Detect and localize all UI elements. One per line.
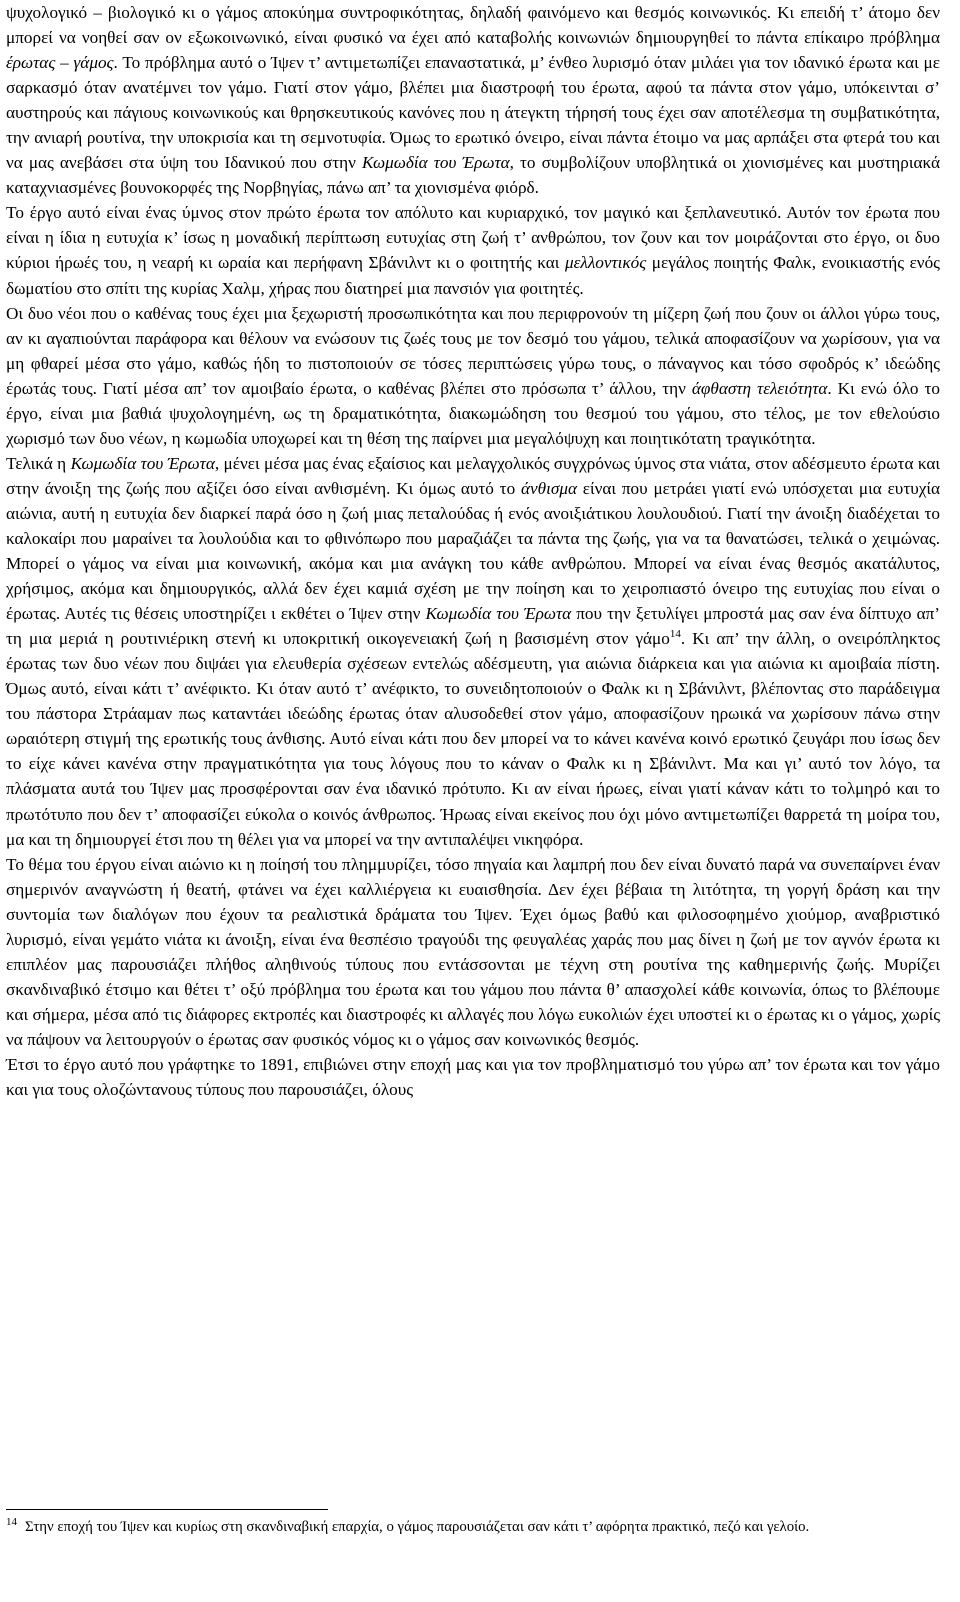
text-run: που την ξετυλίγει μπροστά μας σαν ένα δίπτυχο απ’ τη μια μεριά η ρουτινιέρικη στενή κι υποκριτική οικογενειακή ζωή η βασισμένη στον γάμο — [6, 604, 940, 649]
text-run: είναι που μετράει γιατί ενώ υπόσχεται μια ευτυχία αιώνια, αυτή η ευτυχία δεν διαρκεί παρά όσο η ζωή μιας πεταλούδας ή ενός ανοιξιάτικου λουλουδιού. Γιατί την άνοιξη διαδέχεται το καλοκαίρι που μαραίνει τα λουλούδια και το φθινόπωρο που μαραζιάζει τα πάντα της ζωής, για να τα θανατώσει, τελικά ο χειμώνας. Μπορεί ο γάμος να είναι μια κοινωνική, ακόμα και μια ανάγκη του κάθε ανθρώπου. Μπορεί να είναι ένας θεσμός ακατάλυτος, χρήσιμος, ακόμα και δημιουργικός, αλλά δεν έχει καμιά σχέση με την ποίηση και το χειροπιαστό όνειρο της ευτυχίας που είναι ο έρωτας. Αυτές τις θέσεις υποστηρίζει ι εκθέτει ο Ίψεν στην — [6, 478, 940, 624]
paragraph — [6, 301, 940, 451]
emphasized-text: Κωμωδία του Έρωτα — [70, 453, 215, 473]
paragraph — [6, 200, 940, 300]
paragraph — [6, 0, 940, 200]
text-run: Το έργο αυτό είναι ένας ύμνος στον πρώτο έρωτα τον απόλυτο και κυριαρχικό, τον μαγικό και ξεπλανευτικό. Αυτόν τον έρωτα που είναι η ίδια η ευτυχία κ’ ίσως η μοναδική περίπτωση ευτυχίας στη ζωή τ’ ανθρώπου, τον ζουν και τον μοιράζονται στο έργο, οι δυο κύριοι ήρωές του, η νεαρή κι ωραία και περήφανη Σβάνιλντ κι ο φοιτητής και — [6, 203, 940, 273]
emphasized-text: Κωμωδία του Έρωτα — [362, 153, 510, 173]
paragraph — [6, 451, 940, 852]
footnote-text: Στην εποχή του Ίψεν και κυρίως στη σκανδιναβική επαρχία, ο γάμος παρουσιάζεται σαν κάτι τ’ αφόρητα πρακτικό, πεζό και γελοίο. — [25, 1519, 810, 1535]
text-run: Τελικά η — [6, 453, 71, 473]
body-text — [6, 0, 940, 1102]
paragraph — [6, 1052, 940, 1102]
footnote-number: 14 — [6, 1516, 17, 1528]
emphasized-text: Κωμωδία του Έρωτα — [425, 604, 572, 624]
emphasized-text: άφθαστη τελειότητα — [691, 378, 828, 398]
emphasized-text: έρωτας – γάμος — [6, 53, 114, 73]
text-run: Το θέμα του έργου είναι αιώνιο κι η ποίησή του πλημμυρίζει, τόσο πηγαία και λαμπρή που δεν είναι δυνατό παρά να συνεπαίρνει έναν σημερινόν αναγνώστη ή θεατή, φτάνει να έχει καλλιέργεια κι ευαισθησία. Δεν έχει βέβαια τη λιτότητα, τη γοργή δράση και την συντομία των διαλόγων που έχουν τα ρεαλιστικά δράματα του Ίψεν. Έχει όμως βαθύ και φιλοσοφημένο χιούμορ, αναβριστικό λυρισμό, είναι γεμάτο νιάτα κι άνοιξη, είναι ένα θεσπέσιο τραγούδι της φευγαλέας χαράς που μας δίνει η ζωή με τον αγνόν έρωτα κι επιπλέον μας παρουσιάζει πλήθος αληθινούς τύπους που εντάσσονται με τέχνη στη ρουτίνα της καθημερινής ζωής. Μυρίζει σκανδιναβικό έτσιμο και θέτει τ’ οξύ πρόβλημα του έρωτα και του γάμου που πάντα θ’ απασχολεί κάθε κοινωνία, όπως το βλέπουμε και σήμερα, μέσα από τις διάφορες εκτροπές και διαστροφές κι αλλαγές που λόγω ευκολιών έχει υποστεί κι ο έρωτας κι ο γάμος, χωρίς να πάψουν να λειτουργούν ο έρωτας σαν φυσικός νόμος κι ο γάμος σαν κοινωνικός θεσμός. — [6, 854, 940, 1049]
footnote — [6, 1517, 940, 1538]
footnote-reference: 14 — [669, 628, 681, 641]
text-run: , το συμβολίζουν υποβλητικά οι χιονισμένες και μυστηριακά καταχνιασμένες βουνοκορφές της Νορβηγίας, πάνω απ’ τα χιονισμένα φιόρδ. — [6, 153, 940, 198]
emphasized-text: μελλοντικός — [564, 253, 647, 273]
text-run: Έτσι το έργο αυτό που γράφτηκε το 1891, επιβιώνει στην εποχή μας και για τον προβληματισμό του γύρω απ’ τον έρωτα και τον γάμο και για τους ολοζώντανους τύπους που παρουσιάζει, όλους — [6, 1054, 940, 1100]
text-run: . Κι ενώ όλο το έργο, είναι μια βαθιά ψυχολογημένη, ως τη δραματικότητα, διακωμώδηση του θεσμού του γάμου, στο τέλος, με τον εθελούσιο χωρισμό των δυο νέων, η κωμωδία υποχωρεί και τη θέση της παίρνει μια μεγαλόψυχη και ποιητικότατη τραγικότητα. — [6, 378, 940, 448]
text-run: , μένει μέσα μας ένας εξαίσιος και μελαγχολικός συγχρόνως ύμνος στα νιάτα, στον αδέσμευτο έρωτα και στην άνοιξη της ζωής που αξίζει όσο είναι ανθισμένη. Κι όμως αυτό το — [6, 453, 940, 498]
text-run: Οι δυο νέοι που ο καθένας τους έχει μια ξεχωριστή προσωπικότητα και που περιφρονούν τη μίζερη ζωή που ζουν οι άλλοι γύρω τους, αν κι αγαπιούνται παράφορα και θέλουν να ενώσουν τις ζωές τους με τον δεσμό του γάμου, τελικά αποφασίζουν να χωρίσουν, για να μη φθαρεί μέσα στο γάμο, καθώς ήδη το πιστοποιούν σε τόσες περιπτώσεις γύρω τους, ο πάναγνος και τόσο σφοδρός κ’ ιδεώδης έρωτάς τους. Γιατί μέσα απ’ τον αμοιβαίο έρωτα, ο καθένας βλέπει στο πρόσωπα τ’ άλλου, την — [6, 303, 940, 398]
text-run: ψυχολογικό – βιολογικό κι ο γάμος αποκύημα συντροφικότητας, δηλαδή φαινόμενο και θεσμός κοινωνικός. Κι επειδή τ’ άτομο δεν μπορεί να νοηθεί σαν ον εξωκοινωνικό, είναι φυσικό να έχει από καταβολής κοινωνιών δημιουργηθεί το πάντα επίκαιρο πρόβλημα — [6, 3, 940, 48]
text-run: μεγάλος ποιητής Φαλκ, ενοικιαστής ενός δωματίου στο σπίτι της κυρίας Χαλμ, χήρας που διατηρεί μια πανσιόν για φοιτητές. — [6, 253, 940, 298]
text-run: . Το πρόβλημα αυτό ο Ίψεν τ’ αντιμετωπίζει επαναστατικά, μ’ ένθεο λυρισμό όταν μιλάει για τον ιδανικό έρωτα και με σαρκασμό όταν ανατέμνει τον γάμο. Γιατί στον γάμο, βλέπει μια διαστροφή του έρωτα, αφού τα πάντα στον γάμο, υπόκεινται σ’ αυστηρούς και πάγιους κοινωνικούς και θρησκευτικούς κανόνες που η άτεγκτη τήρησή τους έχει σαν αποτέλεσμα τη συμβατικότητα, την ανιαρή ρουτίνα, την υποκρισία και τη σεμνοτυφία. Όμως το ερωτικό όνειρο, είναι πάντα έτοιμο να μας αρπάξει στα φτερά του και να μας ανεβάσει στα ύψη του Ιδανικού που στην — [6, 53, 940, 173]
emphasized-text: άνθισμα — [521, 478, 577, 498]
footnote-separator — [6, 1509, 328, 1510]
text-run: . Κι απ’ την άλλη, ο ονειρόπληκτος έρωτας των δυο νέων που διψάει για ελευθερία σχέσεων εντελώς αδέσμευτη, για αιώνια διάρκεια και για αιώνια κι αμοιβαία πίστη. Όμως αυτό, είναι κάτι τ’ ανέφικτο. Κι όταν αυτό τ’ ανέφικτο, το συνειδητοποιούν ο Φαλκ κι η Σβάνιλντ, βλέποντας στο παράδειγμα του πάστορα Στράαμαν πως καταντάει ιδεώδης έρωτας όταν αλυσοδεθεί στον γάμο, αποφασίζουν ηρωικά να χωρίσουν πάνω στην ωραιότερη στιγμή της ερωτικής τους άνθισης. Αυτό είναι κάτι που δεν μπορεί να το κάνει κανένα κοινό ερωτικό ζευγάρι που ίσως δεν το είχε κάνει κανένα στην πραγματικότητα για τους λόγους που το κάναν ο Φαλκ κι η Σβάνιλντ. Μα και γι’ αυτό τον λόγο, τα πλάσματα αυτά του Ίψεν μας προσφέρονται σαν ένα ιδανικό πρότυπο. Κι αν είναι ήρωες, είναι γιατί κάναν κάτι το τολμηρό και το πρωτότυπο που δεν τ’ αποφασίζει εύκολα ο κοινός άνθρωπος. Ήρωας είναι εκείνος που όχι μόνο αντιμετωπίζει θαρρετά τη μοίρα του, μα και τη δημιουργεί έτσι που τη θέλει για να μπορεί να την αντιπαλέψει νικηφόρα. — [6, 629, 940, 849]
paragraph — [6, 852, 940, 1052]
